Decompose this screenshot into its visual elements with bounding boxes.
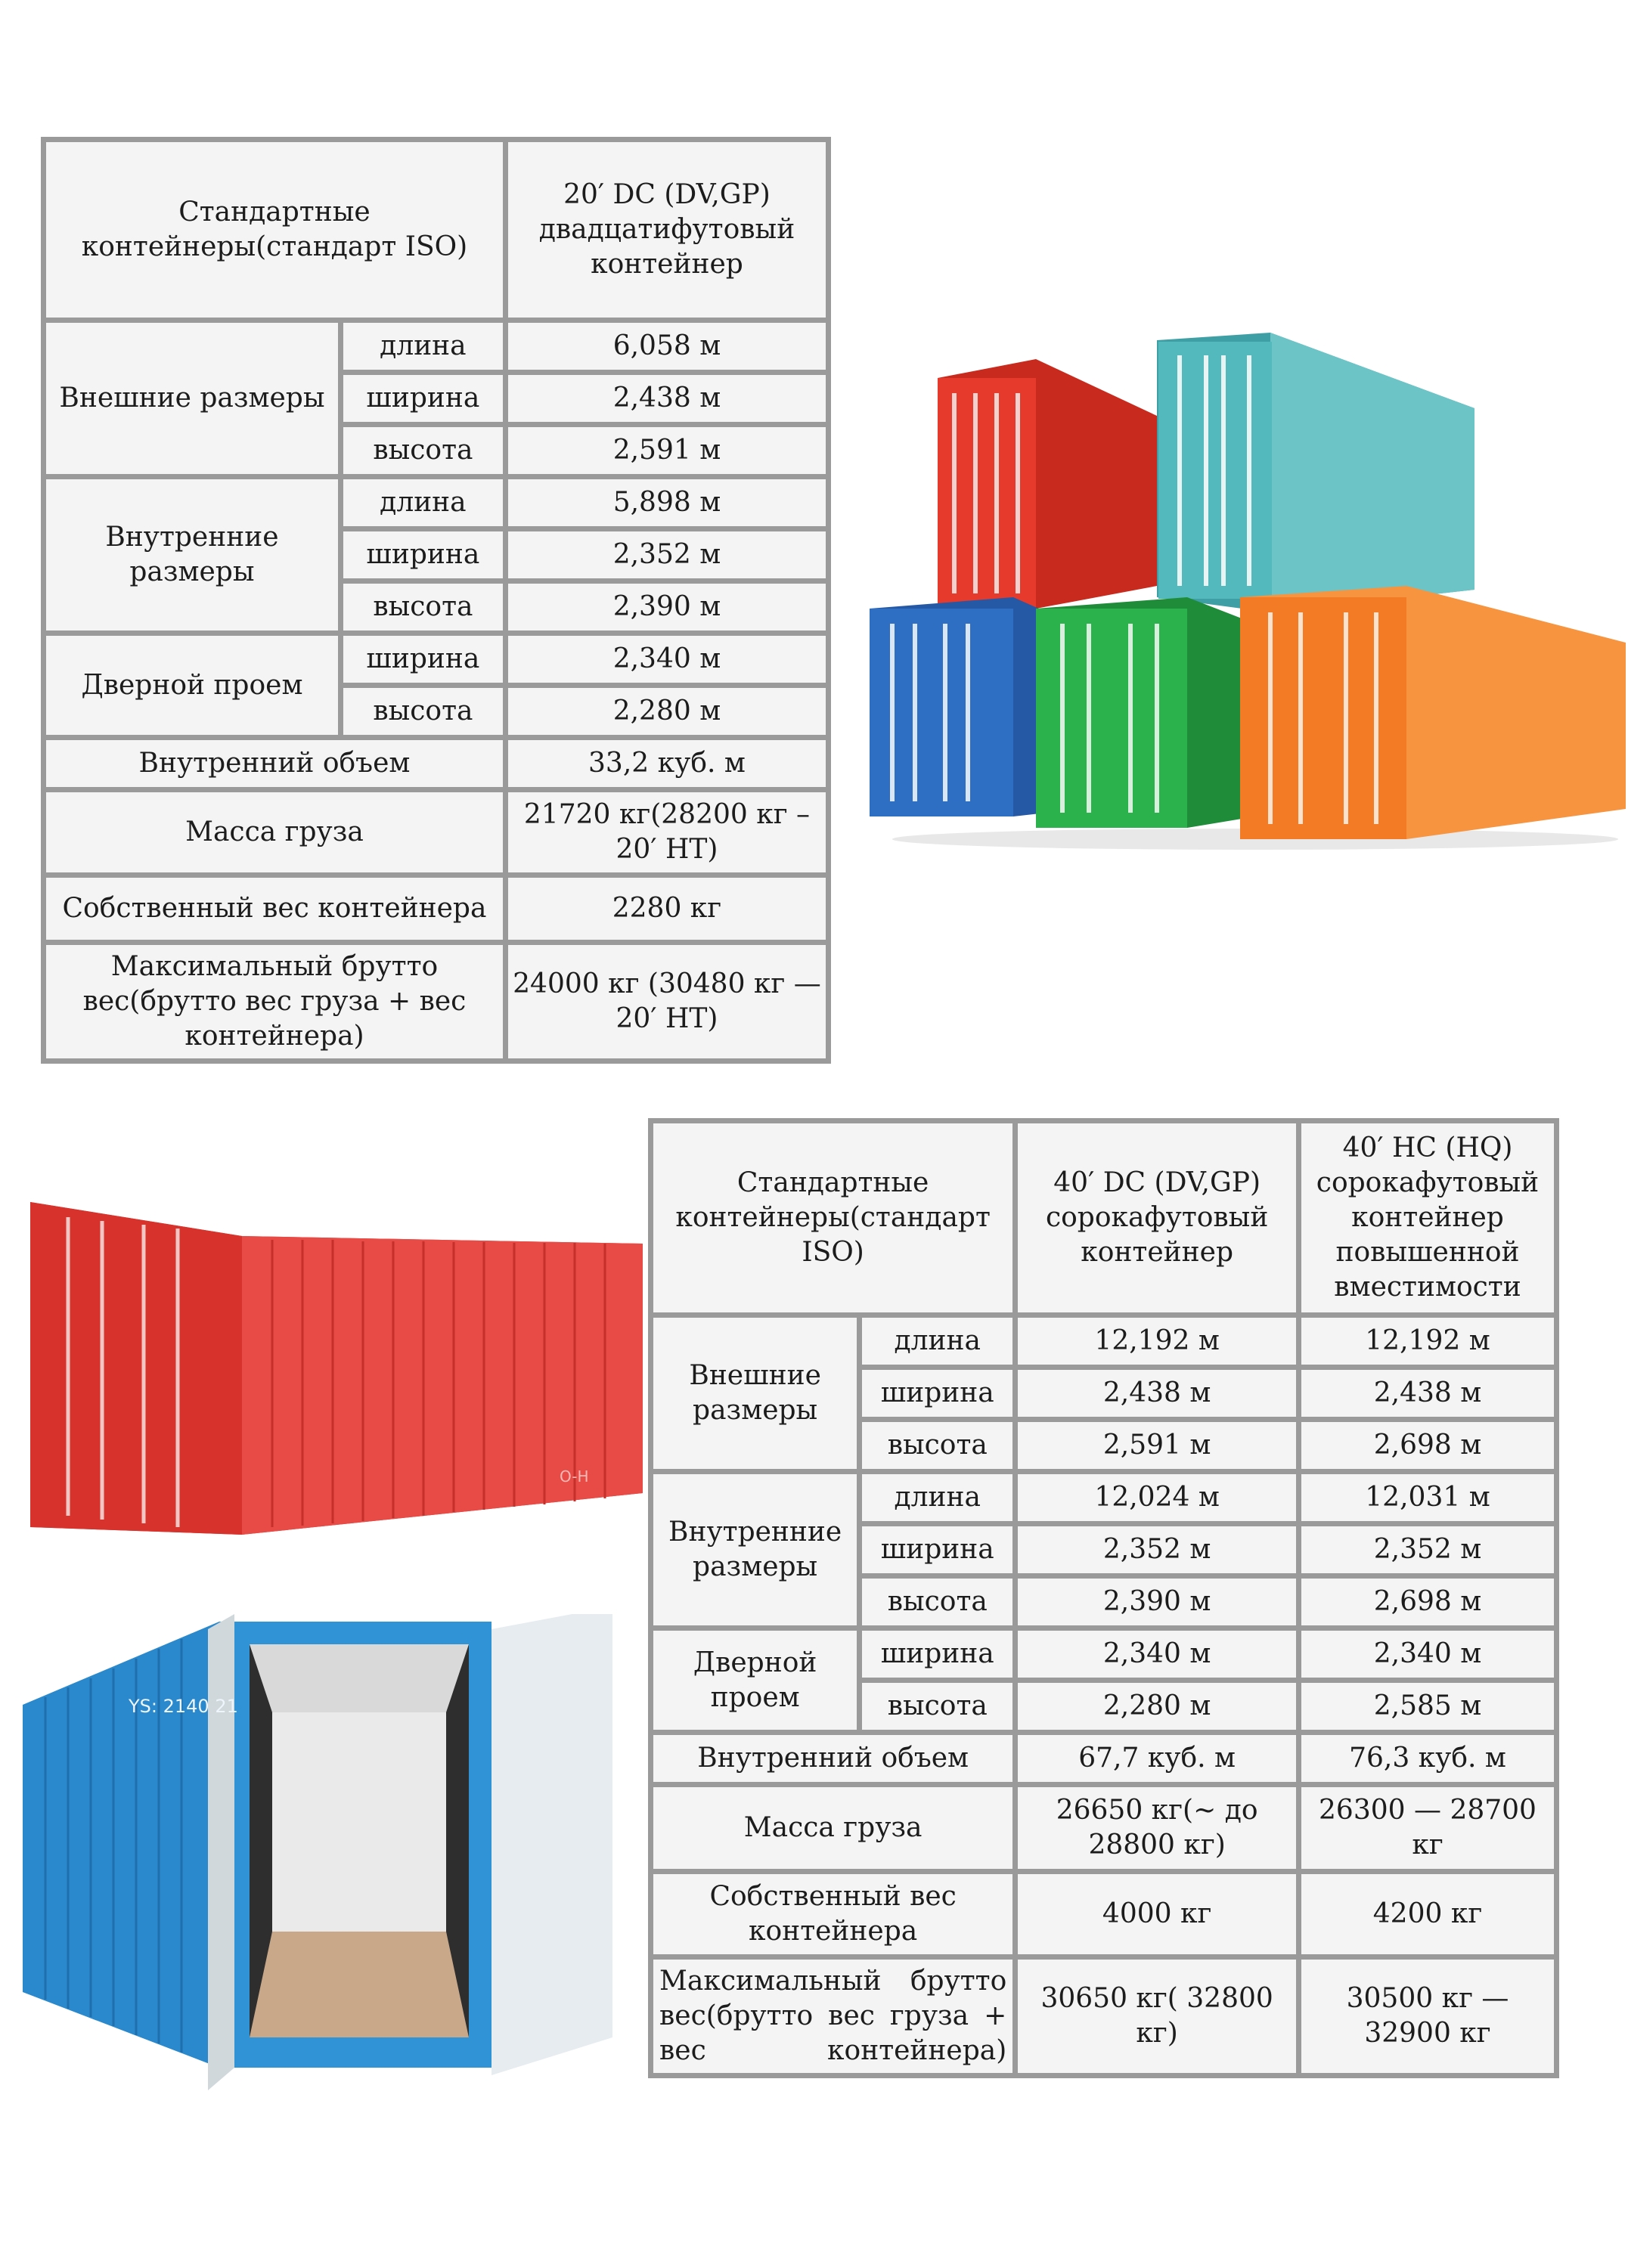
red-container-top [938, 359, 1157, 609]
green-container [1036, 597, 1255, 828]
table1-door-width: 2,340 м [508, 636, 826, 683]
table1-tare-label: Собственный вес контейнера [46, 878, 503, 940]
dim-label-height: высота [343, 688, 503, 735]
table1-cargo-label: Масса груза [46, 792, 503, 872]
table1-group-outer: Внешние размеры [46, 323, 338, 474]
table2-dc-inner-length: 12,024 м [1018, 1474, 1296, 1521]
table1-outer-height: 2,591 м [508, 427, 826, 474]
table2-dc-outer-length: 12,192 м [1018, 1318, 1296, 1365]
table1-outer-length: 6,058 м [508, 323, 826, 370]
table1-gross-label: Максимальный брутто вес(брутто вес груза + вес контейнера) [46, 945, 503, 1058]
table1-group-door: Дверной проем [46, 636, 338, 735]
dim-label-length: длина [343, 479, 503, 526]
table1-col-20dc: 20′ DC (DV,GP) двадцатифутовый контейнер [508, 142, 826, 318]
table2-header-label: Стандартные контейнеры(стандарт ISO) [653, 1123, 1012, 1312]
table2-hc-inner-width: 2,352 м [1301, 1526, 1554, 1573]
table2-hc-tare: 4200 кг [1301, 1874, 1554, 1954]
red-container-marking: O-H [560, 1467, 589, 1486]
teal-container [1157, 333, 1475, 612]
table2-group-inner: Внутренние размеры [653, 1474, 857, 1625]
dim-label-width: ширина [343, 636, 503, 683]
table1-volume-label: Внутренний объем [46, 740, 503, 787]
blue-container-open-image [23, 1614, 620, 2098]
table2-col-40hc: 40′ HC (HQ) сорокафутовый контейнер повышенной вместимости [1301, 1123, 1554, 1312]
dim-label-height: высота [343, 584, 503, 631]
dim-label-length: длина [862, 1318, 1012, 1365]
table2-hc-gross: 30500 кг — 32900 кг [1301, 1960, 1554, 2073]
table2-cargo-label: Масса груза [653, 1787, 1012, 1869]
table1-group-inner: Внутренние размеры [46, 479, 338, 631]
table2-hc-door-width: 2,340 м [1301, 1631, 1554, 1678]
table1-volume: 33,2 куб. м [508, 740, 826, 787]
red-container-image [30, 1202, 643, 1550]
table1-door-height: 2,280 м [508, 688, 826, 735]
table2-dc-door-height: 2,280 м [1018, 1683, 1296, 1730]
spec-table-40ft [648, 1118, 1559, 2078]
table2-dc-outer-height: 2,591 м [1018, 1422, 1296, 1469]
dim-label-height: высота [862, 1579, 1012, 1625]
table1-tare: 2280 кг [508, 878, 826, 940]
table2-dc-volume: 67,7 куб. м [1018, 1735, 1296, 1782]
table2-dc-gross: 30650 кг( 32800 кг) [1018, 1960, 1296, 2073]
table2-dc-cargo: 26650 кг(~ до 28800 кг) [1018, 1787, 1296, 1869]
dim-label-length: длина [862, 1474, 1012, 1521]
dim-label-width: ширина [343, 531, 503, 578]
table2-volume-label: Внутренний объем [653, 1735, 1012, 1782]
table2-dc-inner-height: 2,390 м [1018, 1579, 1296, 1625]
table2-hc-inner-length: 12,031 м [1301, 1474, 1554, 1521]
table2-tare-label: Собственный вес контейнера [653, 1874, 1012, 1954]
dim-label-width: ширина [862, 1370, 1012, 1417]
table1-inner-length: 5,898 м [508, 479, 826, 526]
table2-hc-cargo: 26300 — 28700 кг [1301, 1787, 1554, 1869]
table1-inner-width: 2,352 м [508, 531, 826, 578]
table2-dc-inner-width: 2,352 м [1018, 1526, 1296, 1573]
table2-col-40dc: 40′ DC (DV,GP) сорокафутовый контейнер [1018, 1123, 1296, 1312]
table2-hc-inner-height: 2,698 м [1301, 1579, 1554, 1625]
table2-hc-volume: 76,3 куб. м [1301, 1735, 1554, 1782]
spec-table-20ft [41, 137, 831, 1064]
table2-dc-outer-width: 2,438 м [1018, 1370, 1296, 1417]
table2-dc-tare: 4000 кг [1018, 1874, 1296, 1954]
table2-hc-outer-height: 2,698 м [1301, 1422, 1554, 1469]
orange-container [1240, 586, 1626, 839]
table2-dc-door-width: 2,340 м [1018, 1631, 1296, 1678]
table2-gross-label: Максимальный брутто вес(брутто вес груза + вес контейнера) [653, 1960, 1012, 2073]
dim-label-width: ширина [862, 1631, 1012, 1678]
table1-gross: 24000 кг (30480 кг — 20′ НТ) [508, 945, 826, 1058]
table1-inner-height: 2,390 м [508, 584, 826, 631]
table2-hc-outer-length: 12,192 м [1301, 1318, 1554, 1365]
dim-label-height: высота [343, 427, 503, 474]
dim-label-length: длина [343, 323, 503, 370]
table2-hc-outer-width: 2,438 м [1301, 1370, 1554, 1417]
stacked-containers-image [862, 325, 1628, 854]
dim-label-width: ширина [343, 375, 503, 422]
blue-container-marking: YS: 2140 21 [129, 1696, 238, 1717]
table2-hc-door-height: 2,585 м [1301, 1683, 1554, 1730]
dim-label-height: высота [862, 1422, 1012, 1469]
dim-label-width: ширина [862, 1526, 1012, 1573]
table2-group-outer: Внешние размеры [653, 1318, 857, 1469]
table1-header-label: Стандартные контейнеры(стандарт ISO) [46, 142, 503, 318]
table1-cargo: 21720 кг(28200 кг – 20′ НТ) [508, 792, 826, 872]
dim-label-height: высота [862, 1683, 1012, 1730]
table1-outer-width: 2,438 м [508, 375, 826, 422]
table2-group-door: Дверной проем [653, 1631, 857, 1730]
